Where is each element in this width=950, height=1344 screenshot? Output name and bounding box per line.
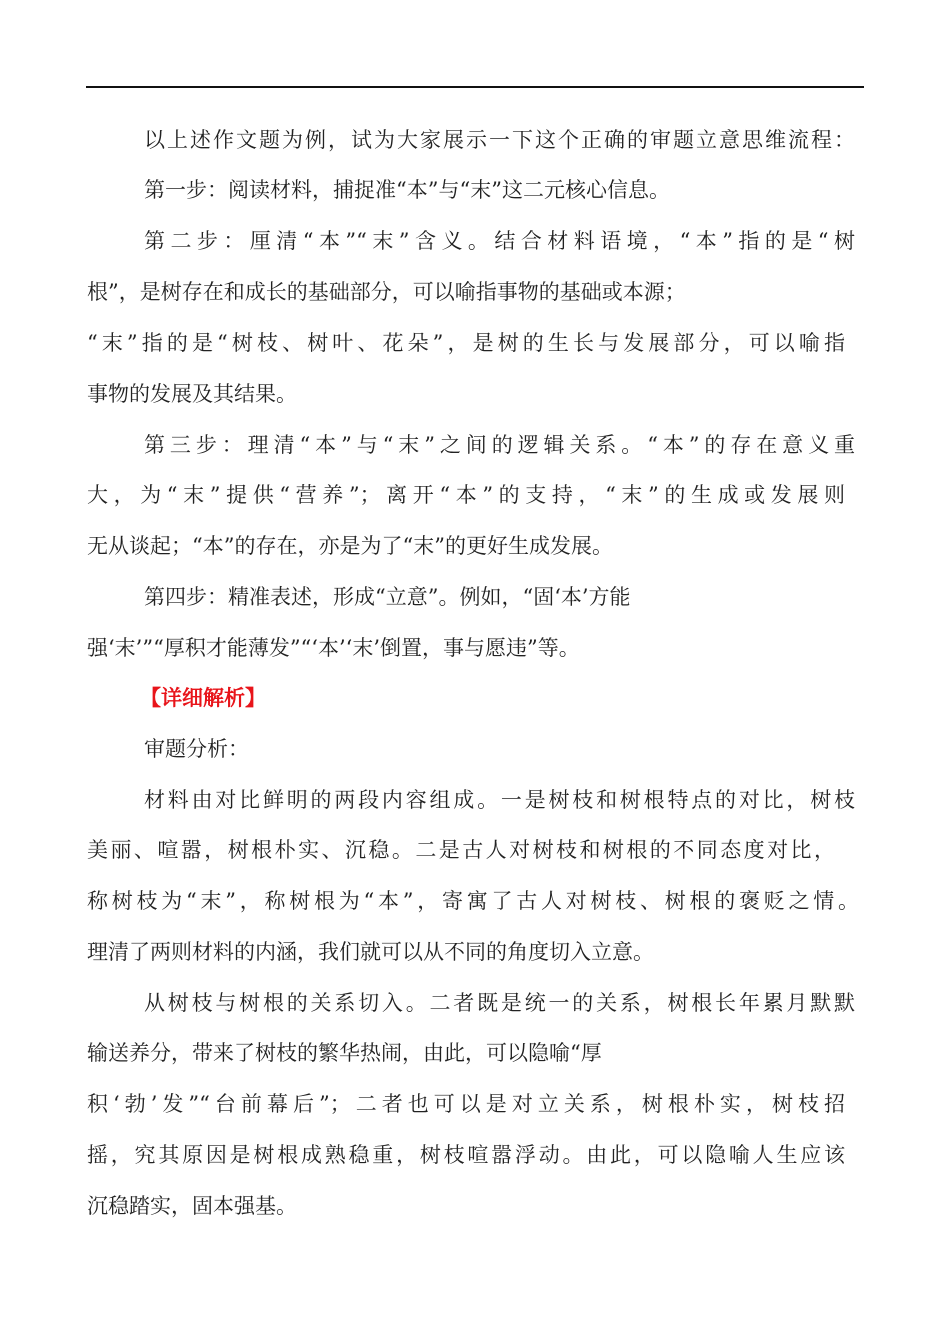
text-line: “末”指的是“树枝、树叶、花朵”，是树的生长与发展部分，可以喻指 [87,331,845,355]
text-line: 美丽、喧嚣，树根朴实、沉稳。二是古人对树枝和树根的不同态度对比， [87,838,835,862]
text-line: 无从谈起；“本”的存在，亦是为了“末”的更好生成发展。 [87,534,613,558]
text-line: 积‘勃’发”“台前幕后”；二者也可以是对立关系，树根朴实，树枝招 [87,1092,845,1116]
text-line: 输送养分，带来了树枝的繁华热闹，由此，可以隐喻“厚 [87,1041,602,1065]
header-rule [86,86,864,88]
text-line: 摇，究其原因是树根成熟稳重，树枝喧嚣浮动。由此，可以隐喻人生应该 [87,1143,845,1167]
text-line: 理清了两则材料的内涵，我们就可以从不同的角度切入立意。 [87,940,654,964]
text-line: 大，为“末”提供“营养”；离开“本”的支持，“末”的生成或发展则 [87,483,845,507]
text-line: 沉稳踏实，固本强基。 [87,1194,297,1218]
text-line: 第三步：理清“本”与“末”之间的逻辑关系。“本”的存在意义重 [144,433,855,457]
text-line: 从树枝与树根的关系切入。二者既是统一的关系，树根长年累月默默 [144,991,855,1015]
text-line: 材料由对比鲜明的两段内容组成。一是树枝和树根特点的对比，树枝 [144,788,855,812]
text-line: 第一步：阅读材料，捕捉准“本”与“末”这二元核心信息。 [144,178,670,202]
section-heading: 【详细解析】 [140,685,266,710]
text-line: 强‘末’”“厚积才能薄发”“‘本’‘末’倒置，事与愿违”等。 [87,636,580,660]
text-line: 审题分析： [144,737,249,761]
text-line: 第四步：精准表述，形成“立意”。例如，“固‘本’方能 [144,585,631,609]
text-line: 称树枝为“末”，称树根为“本”，寄寓了古人对树枝、树根的褒贬之情。 [87,889,859,913]
text-line: 以上述作文题为例，试为大家展示一下这个正确的审题立意思维流程： [144,128,855,152]
text-line: 第二步：厘清“本”“末”含义。结合材料语境，“本”指的是“树 [144,229,855,253]
text-line: 根”，是树存在和成长的基础部分，可以喻指事物的基础或本源； [87,280,686,304]
text-line: 事物的发展及其结果。 [87,382,297,406]
